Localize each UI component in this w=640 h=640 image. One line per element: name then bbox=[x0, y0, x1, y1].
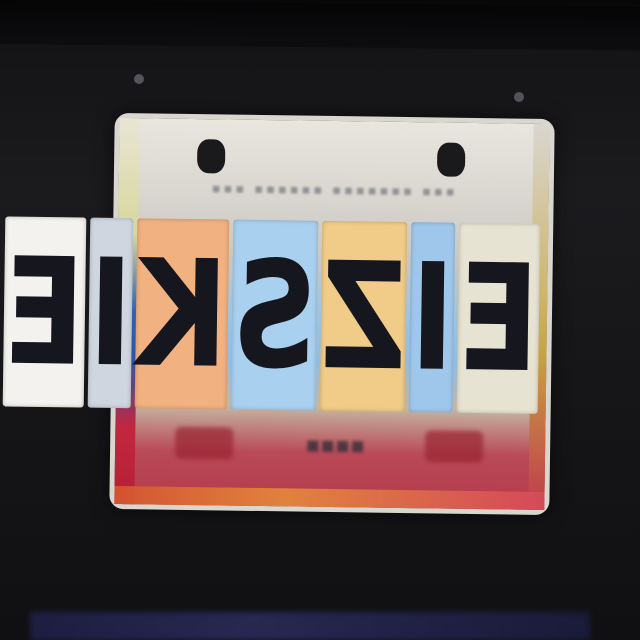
vehicle-bolt-left bbox=[134, 74, 144, 84]
plate-char-5 bbox=[135, 218, 229, 409]
blue-reflection-strip bbox=[30, 612, 590, 640]
plate-character-tiles bbox=[2, 218, 541, 414]
plate-char-1 bbox=[457, 223, 540, 414]
plate-char-6-glyph: I bbox=[87, 226, 134, 400]
plate-char-4 bbox=[231, 220, 319, 411]
plate-decal-left bbox=[175, 427, 233, 460]
plate-char-7 bbox=[3, 216, 86, 407]
plate-char-7-glyph: E bbox=[2, 225, 86, 399]
plate-header-text-blurred: ▪▪▪ ▪▪▪▪▪▪ ▪▪▪▪▪▪▪ ▪▪▪ bbox=[211, 181, 458, 200]
plate-char-3 bbox=[320, 221, 408, 412]
mounting-hole-left bbox=[197, 139, 225, 173]
plate-char-4-glyph: S bbox=[230, 228, 319, 403]
dark-top-band bbox=[0, 0, 640, 51]
plate-bottom-color-bar bbox=[114, 486, 544, 510]
plate-char-3-glyph: Z bbox=[319, 229, 408, 404]
plate-decal-right bbox=[425, 430, 483, 463]
plate-footer-text-blurred: ▪▪▪▪ bbox=[305, 432, 366, 459]
plate-char-2-glyph: I bbox=[409, 230, 456, 404]
license-plate bbox=[2, 113, 554, 515]
plate-char-2 bbox=[409, 222, 456, 413]
mounting-hole-right bbox=[437, 142, 465, 176]
plate-char-1-glyph: E bbox=[457, 231, 541, 406]
vehicle-bolt-right bbox=[514, 92, 524, 102]
plate-char-6 bbox=[87, 218, 134, 409]
plate-char-5-glyph: K bbox=[135, 227, 230, 401]
